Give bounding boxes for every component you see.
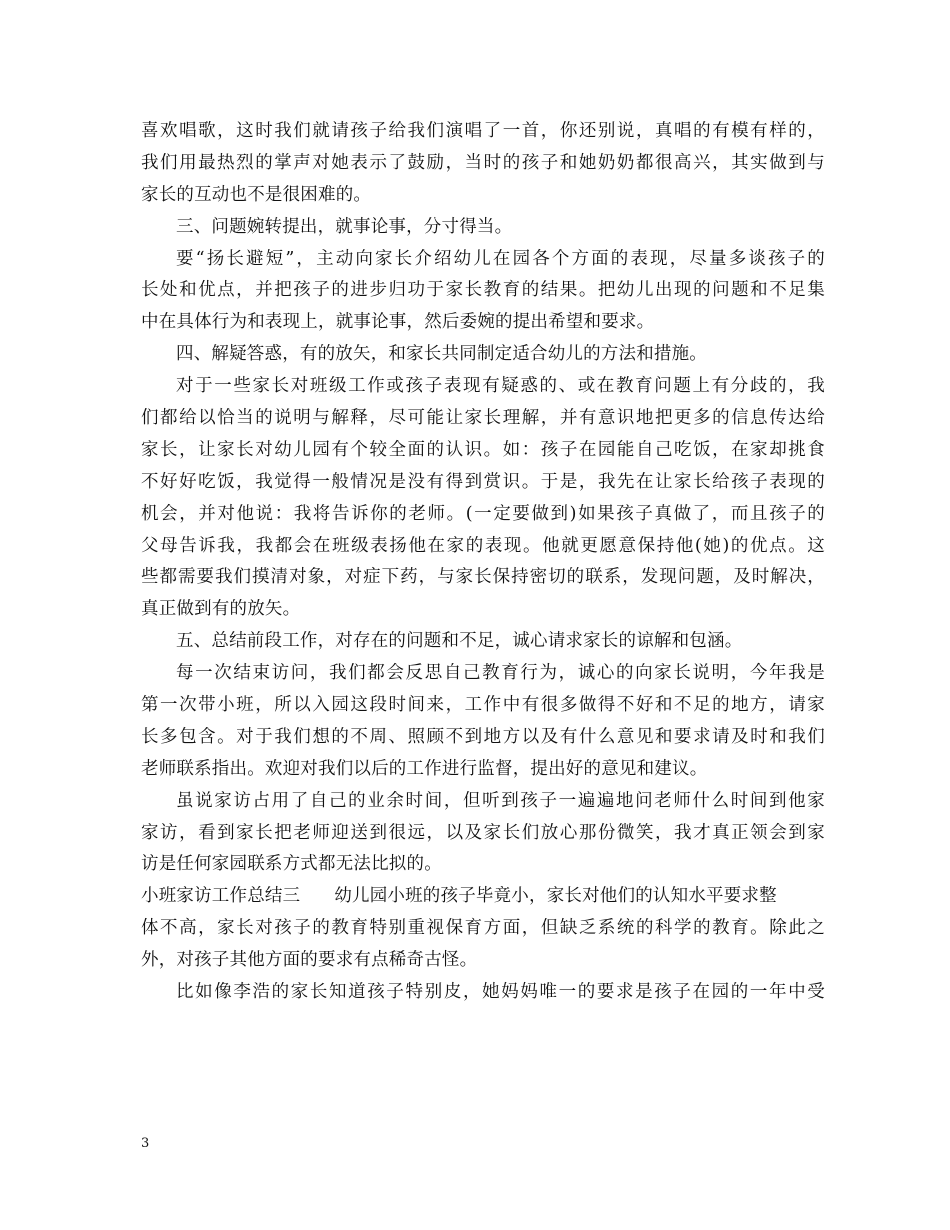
section-heading: 四、解疑答惑，有的放矢，和家长共同制定适合幼儿的方法和措施。 [176,344,707,365]
text-line: 访是任何家园联系方式都无法比拟的。 [141,854,442,875]
text-line: 些都需要我们摸清对象，对症下药，与家长保持密切的联系，发现问题，及时解决， [141,567,825,588]
text-line: 每一次结束访问，我们都会反思自己教育行为，诚心的向家长说明，今年我是 [176,663,825,684]
body-text [141,116,825,1009]
text-line: 外，对孩子其他方面的要求有点稀奇古怪。 [141,950,478,971]
text-line: 真正做到有的放矢。 [141,599,301,620]
text-line: 家访，看到家长把老师迎送到很远，以及家长们放心那份微笑，我才真正领会到家 [141,822,825,843]
text-line: 要“扬长避短”，主动向家长介绍幼儿在园各个方面的表现，尽量多谈孩子的 [176,248,825,269]
text-line: 我们用最热烈的掌声对她表示了鼓励，当时的孩子和她奶奶都很高兴，其实做到与 [141,152,825,173]
text-line: 中在具体行为和表现上，就事论事，然后委婉的提出希望和要求。 [141,312,655,333]
text-line: 们都给以恰当的说明与解释，尽可能让家长理解，并有意识地把更多的信息传达给 [141,408,825,429]
page-number: 3 [141,1136,150,1151]
text-line: 家长的互动也不是很困难的。 [141,184,372,205]
text-line: 机会，并对他说：我将告诉你的老师。(一定要做到)如果孩子真做了，而且孩子的 [141,503,825,524]
text-line: 对于一些家长对班级工作或孩子表现有疑惑的、或在教育问题上有分歧的，我 [176,376,825,397]
text-line: 家长，让家长对幼儿园有个较全面的认识。如：孩子在园能自己吃饭，在家却挑食 [141,439,825,460]
text-line-with-heading [141,881,825,913]
text-line: 比如像李浩的家长知道孩子特别皮，她妈妈唯一的要求是孩子在园的一年中受 [176,982,825,1003]
inline-paragraph-start: 幼儿园小班的孩子毕竟小，家长对他们的认知水平要求整 [334,886,777,907]
text-line: 长多包含。对于我们想的不周、照顾不到地方以及有什么意见和要求请及时和我们 [141,726,825,747]
text-line: 第一次带小班，所以入园这段时间来，工作中有很多做得不好和不足的地方，请家 [141,695,825,716]
text-line: 父母告诉我，我都会在班级表扬他在家的表现。他就更愿意保持他(她)的优点。这 [141,535,825,556]
text-line: 虽说家访占用了自己的业余时间，但听到孩子一遍遍地问老师什么时间到他家 [176,790,825,811]
text-line: 长处和优点，并把孩子的进步归功于家长教育的结果。把幼儿出现的问题和不足集 [141,280,825,301]
section-heading: 三、问题婉转提出，就事论事，分寸得当。 [176,216,513,237]
text-line: 喜欢唱歌，这时我们就请孩子给我们演唱了一首，你还别说，真唱的有模有样的， [141,121,825,141]
text-line: 老师联系指出。欢迎对我们以后的工作进行监督，提出好的意见和建议。 [141,758,708,779]
section-heading: 五、总结前段工作，对存在的问题和不足，诚心请求家长的谅解和包涵。 [176,631,743,652]
inline-section-title: 小班家访工作总结三 [141,886,301,907]
text-line: 不好好吃饭，我觉得一般情况是没有得到赏识。于是，我先在让家长给孩子表现的 [141,471,825,492]
text-line: 体不高，家长对孩子的教育特别重视保育方面，但缺乏系统的科学的教育。除此之 [141,918,825,939]
